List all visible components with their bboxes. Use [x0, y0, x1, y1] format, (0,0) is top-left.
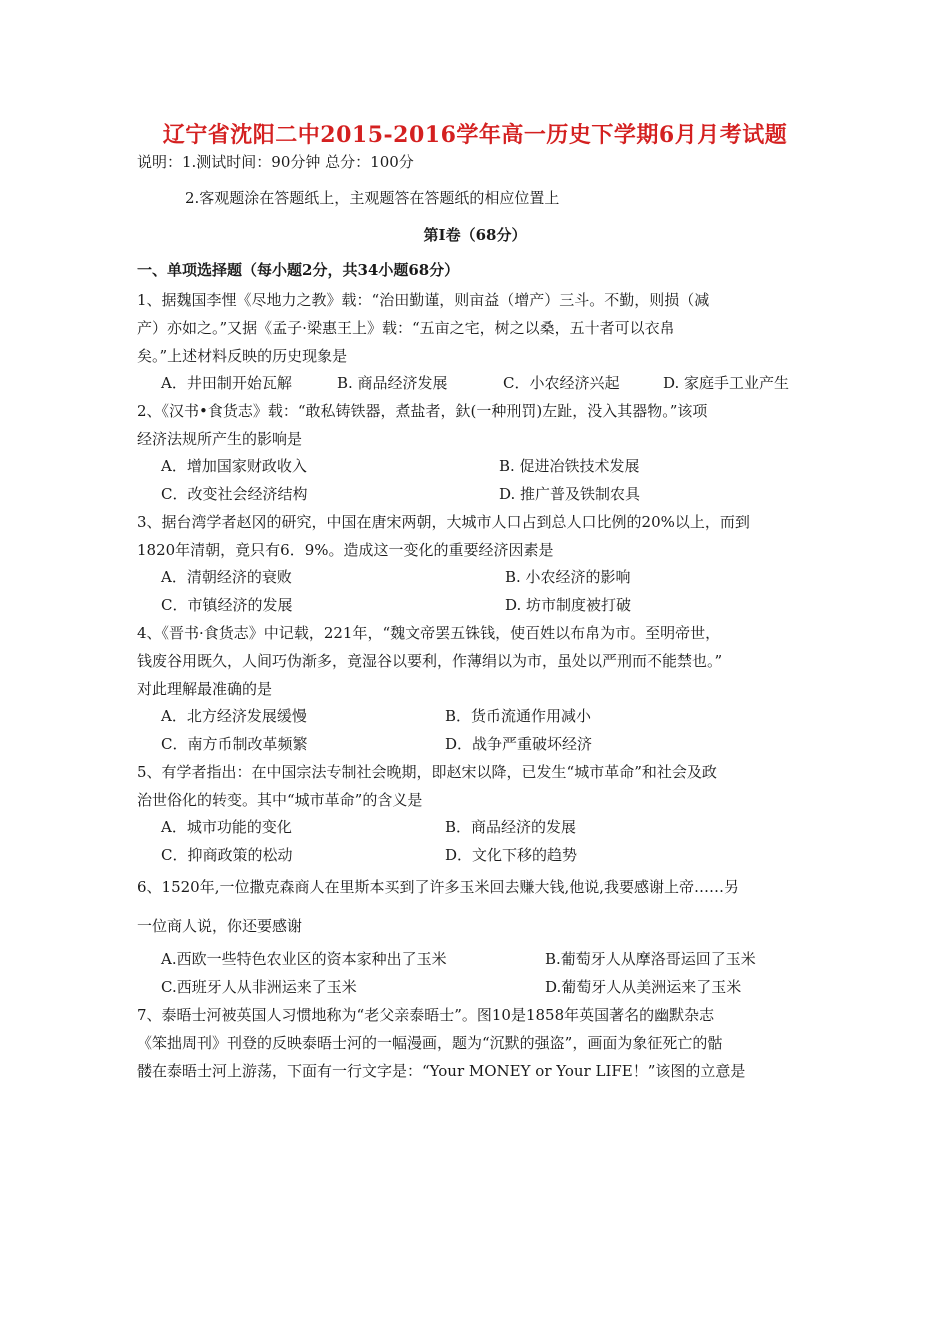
question-text-line: 5、有学者指出：在中国宗法专制社会晚期，即赵宋以降，已发生“城市革命”和社会及政: [137, 763, 717, 781]
option-d[interactable]: D．战争严重破坏经济: [445, 735, 593, 753]
option-c[interactable]: C．市镇经济的发展: [161, 596, 293, 614]
question-text-line: 治世俗化的转变。其中“城市革命”的含义是: [137, 791, 423, 809]
question-text-line: 一位商人说，你还要感谢: [137, 917, 303, 935]
question-text-line: 经济法规所产生的影响是: [137, 430, 303, 448]
question-text-line: 髅在泰晤士河上游荡，下面有一行文字是：“Your MONEY or Your LIFE！”该图的立意是: [137, 1062, 746, 1080]
question-text-line: 4、《晋书·食货志》中记载，221年，“魏文帝罢五铢钱，使百姓以布帛为市。至明帝世，: [137, 624, 721, 642]
option-d[interactable]: D. 家庭手工业产生: [663, 374, 790, 392]
option-d[interactable]: D. 坊市制度被打破: [505, 596, 632, 614]
option-d[interactable]: D．文化下移的趋势: [445, 846, 578, 864]
option-a[interactable]: A．城市功能的变化: [161, 818, 292, 836]
question-text-line: 7、泰晤士河被英国人习惯地称为“老父亲泰晤士”。图10是1858年英国著名的幽默杂志: [137, 1006, 715, 1024]
question-text-line: 1、据魏国李悝《尽地力之教》载：“治田勤谨，则亩益（增产）三斗。不勤，则损（减: [137, 291, 710, 309]
option-d[interactable]: D. 推广普及铁制农具: [499, 485, 641, 503]
option-a[interactable]: A.西欧一些特色农业区的资本家种出了玉米: [161, 950, 447, 968]
exam-title: 辽宁省沈阳二中2015-2016学年高一历史下学期6月月考试题: [162, 122, 788, 148]
option-c[interactable]: C．南方币制改革频繁: [161, 735, 308, 753]
option-b[interactable]: B.葡萄牙人从摩洛哥运回了玉米: [545, 950, 756, 968]
option-c[interactable]: C．改变社会经济结构: [161, 485, 308, 503]
option-d[interactable]: D.葡萄牙人从美洲运来了玉米: [545, 978, 742, 996]
option-a[interactable]: A．清朝经济的衰败: [161, 568, 292, 586]
question-text-line: 对此理解最准确的是: [137, 680, 273, 698]
question-text-line: 1820年清朝，竟只有6．9%。造成这一变化的重要经济因素是: [137, 541, 554, 559]
question-text-line: 3、据台湾学者赵冈的研究，中国在唐宋两朝，大城市人口占到总人口比例的20%以上，而到: [137, 513, 750, 531]
option-c[interactable]: C.西班牙人从非洲运来了玉米: [161, 978, 357, 996]
question-text-line: 产）亦如之。”又据《孟子·梁惠王上》载：“五亩之宅，树之以桑，五十者可以衣帛: [137, 319, 675, 337]
option-c[interactable]: C．抑商政策的松动: [161, 846, 293, 864]
option-b[interactable]: B. 小农经济的影响: [505, 568, 631, 586]
option-a[interactable]: A．井田制开始瓦解: [161, 374, 292, 392]
instructions-line-1: 说明：1.测试时间：90分钟 总分：100分: [137, 153, 414, 171]
option-a[interactable]: A．增加国家财政收入: [161, 457, 307, 475]
question-text-line: 《笨拙周刊》刊登的反映泰晤士河的一幅漫画，题为“沉默的强盗”，画面为象征死亡的骷: [137, 1034, 723, 1052]
question-text-line: 钱废谷用既久，人间巧伪渐多，竟湿谷以要利，作薄绢以为市，虽处以严刑而不能禁也。”: [137, 652, 723, 670]
option-c[interactable]: C．小农经济兴起: [503, 374, 620, 392]
option-b[interactable]: B．货币流通作用减小: [445, 707, 592, 725]
option-b[interactable]: B. 促进冶铁技术发展: [499, 457, 640, 475]
option-b[interactable]: B. 商品经济发展: [337, 374, 448, 392]
part-heading: 第Ⅰ卷（68分）: [423, 226, 527, 244]
section-heading: 一、单项选择题（每小题2分，共34小题68分）: [137, 261, 460, 279]
instructions-line-2: 2.客观题涂在答题纸上，主观题答在答题纸的相应位置上: [185, 189, 560, 207]
question-text-line: 6、1520年,一位撒克森商人在里斯本买到了许多玉米回去赚大钱,他说,我要感谢上帝……另: [137, 878, 740, 896]
option-a[interactable]: A．北方经济发展缓慢: [161, 707, 307, 725]
option-b[interactable]: B．商品经济的发展: [445, 818, 577, 836]
question-text-line: 2、《汉书•食货志》载：“敢私铸铁器，煮盐者，釱(一种刑罚)左趾，没入其器物。”该项: [137, 402, 708, 420]
question-text-line: 矣。”上述材料反映的历史现象是: [137, 347, 348, 365]
